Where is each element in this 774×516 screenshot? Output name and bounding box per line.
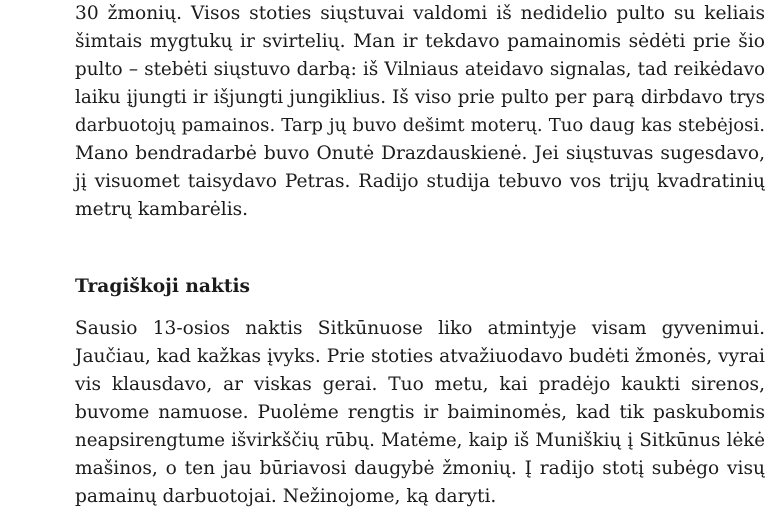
text-line: buvome namuose. Puolėme rengtis ir baiminomės, kad tik paskubomis <box>75 402 765 423</box>
text-line: Jaučiau, kad kažkas įvyks. Prie stoties atvažiuodavo budėti žmonės, vyrai <box>75 346 765 367</box>
text-line: jį visuomet taisydavo Petras. Radijo studija tebuvo vos trijų kvadratinių <box>75 171 765 192</box>
text-line: vis klausdavo, ar viskas gerai. Tuo metu, kai pradėjo kaukti sirenos, <box>75 374 765 395</box>
text-line: metrų kambarėlis. <box>75 199 249 220</box>
text-line: darbuotojų pamainos. Tarp jų buvo dešimt moterų. Tuo daug kas stebėjosi. <box>75 115 765 136</box>
text-line: laiku įjungti ir išjungti jungiklius. Iš viso prie pulto per parą dirbdavo trys <box>75 87 765 108</box>
text-line: šimtais mygtukų ir svirtelių. Man ir tekdavo pamainomis sėdėti prie šio <box>75 31 765 52</box>
body-paragraph-2 <box>75 315 765 511</box>
text-line: Sausio 13-osios naktis Sitkūnuose liko atmintyje visam gyvenimui. <box>75 318 765 339</box>
text-line: pamainų darbuotojai. Nežinojome, ką daryti. <box>75 486 497 507</box>
text-line: Mano bendradarbė buvo Onutė Drazdauskienė. Jei siųstuvas sugesdavo, <box>75 143 765 164</box>
text-line: mašinos, o ten jau būriavosi daugybė žmonių. Į radijo stotį subėgo visų <box>75 458 765 479</box>
body-paragraph-1 <box>75 0 765 224</box>
text-line: neapsirengtume išvirkščių rūbų. Matėme, kaip iš Muniškių į Sitkūnus lėkė <box>75 430 765 451</box>
text-line: 30 žmonių. Visos stoties siųstuvai valdomi iš nedidelio pulto su keliais <box>75 3 765 24</box>
section-heading: Tragiškoji naktis <box>75 276 250 297</box>
text-line: pulto – stebėti siųstuvo darbą: iš Vilniaus ateidavo signalas, tad reikėdavo <box>75 59 765 80</box>
